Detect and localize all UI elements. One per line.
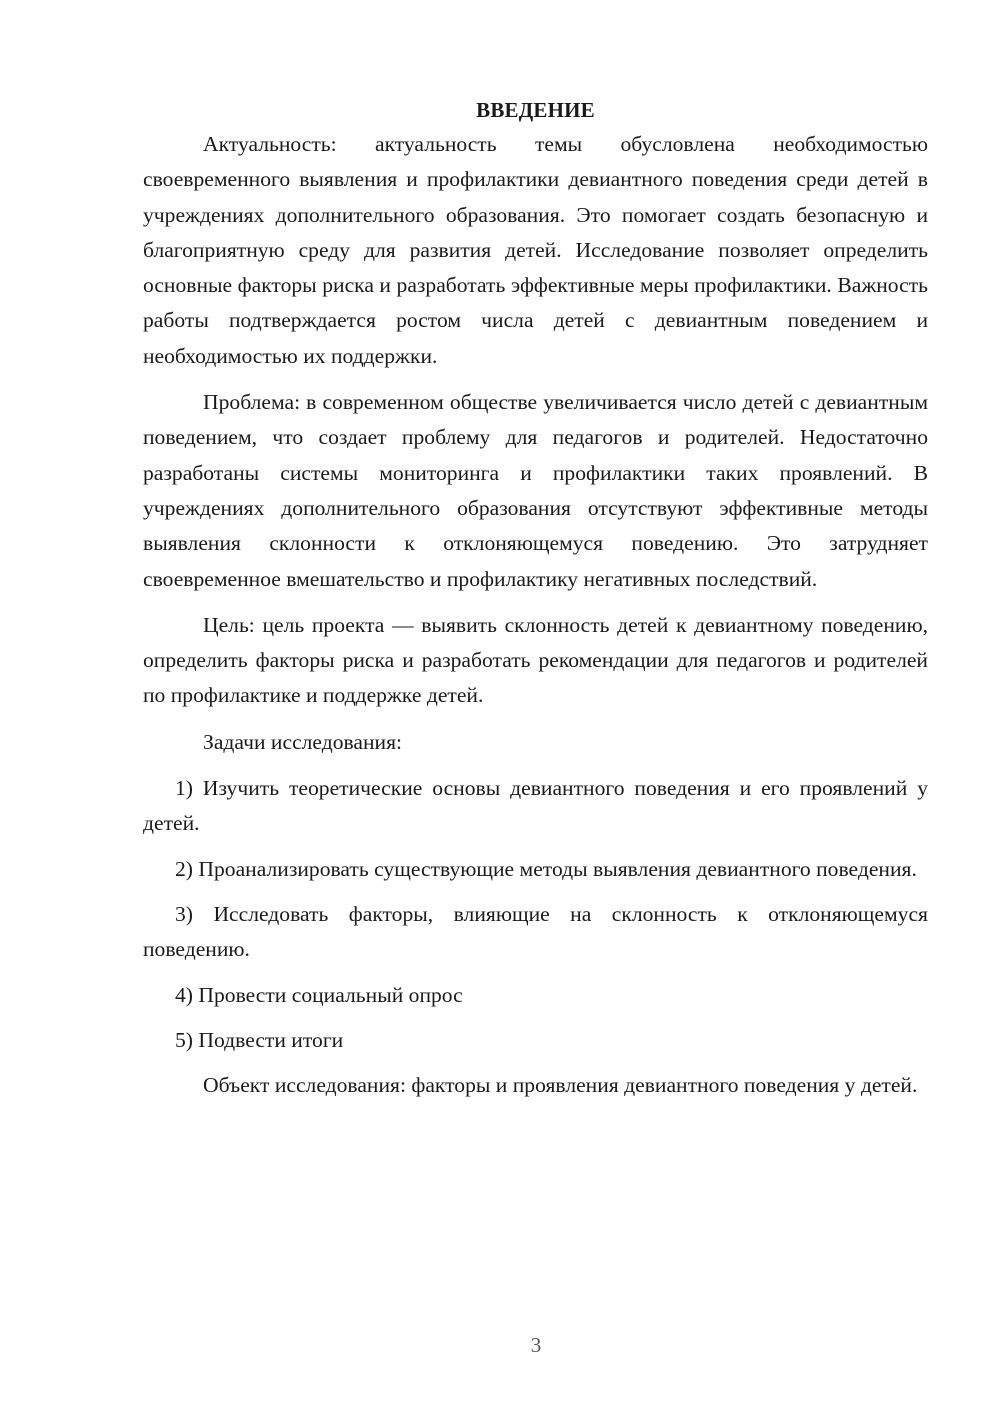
paragraph-goal: Цель: цель проекта — выявить склонность детей к девиантному поведению, определить факторы риска и разработать рекомендации для педагогов и родителей по профилактике и поддержке детей.: [143, 612, 928, 708]
paragraph-object: Объект исследования: факторы и проявления девиантного поведения у детей.: [203, 1073, 918, 1098]
task-item: 1) Изучить теоретические основы девиантного поведения и его проявлений у детей.: [143, 776, 928, 836]
task-item: 5) Подвести итоги: [175, 1027, 344, 1052]
page-content: [143, 93, 928, 1114]
task-item: 2) Проанализировать существующие методы выявления девиантного поведения.: [175, 856, 917, 881]
paragraph-relevance: Актуальность: актуальность темы обусловлена необходимостью своевременного выявления и профилактики девиантного поведения среди детей в учреждениях дополнительного образования. Это помогает создать безопасную и благоприятную среду для развития детей. Исследование позволяет определить основные факторы риска и разработать эффективные меры профилактики. Важность работы подтверждается ростом числа детей с девиантным поведением и необходимостью их поддержки.: [143, 132, 928, 368]
paragraph-problem: Проблема: в современном обществе увеличивается число детей с девиантным поведением, что создает проблему для педагогов и родителей. Недостаточно разработаны системы мониторинга и профилактики таких проявлений. В учреждениях дополнительного образования отсутствуют эффективные методы выявления склонности к отклоняющемуся поведению. Это затрудняет своевременное вмешательство и профилактику негативных последствий.: [143, 390, 928, 591]
page-number: 3: [530, 1333, 542, 1357]
page-title: ВВЕДЕНИЕ: [476, 98, 595, 122]
paragraph-tasks-heading: Задачи исследования:: [203, 729, 403, 754]
task-item: 4) Провести социальный опрос: [175, 982, 463, 1007]
task-item: 3) Исследовать факторы, влияющие на склонность к отклоняющемуся поведению.: [143, 901, 928, 962]
